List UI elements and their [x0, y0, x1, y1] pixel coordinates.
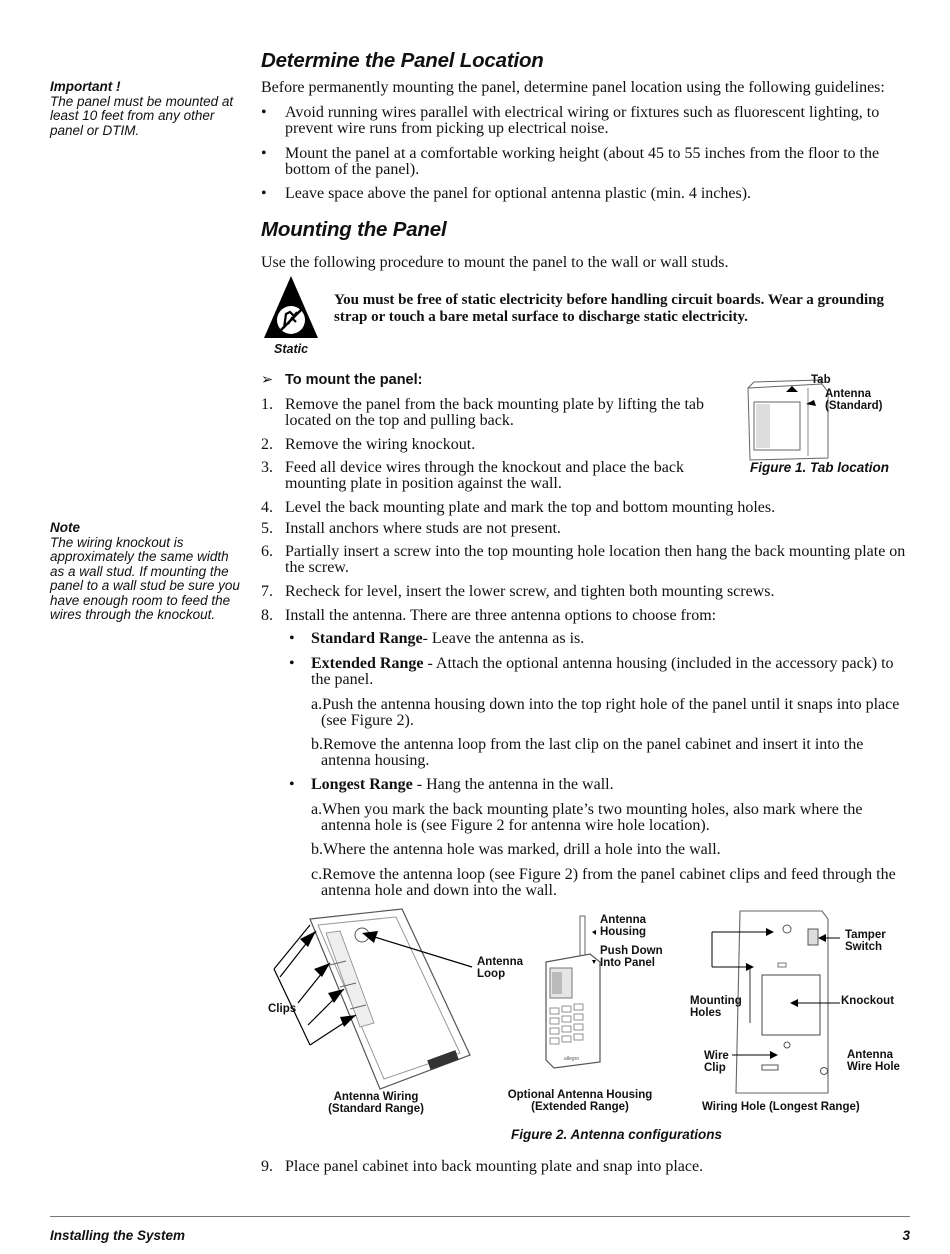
step-item [261, 544, 916, 576]
bullet-text: Mount the panel at a comfortable working height (about 45 to 55 inches from the floor to the bottom of the panel). [285, 145, 880, 178]
static-warning-icon [262, 274, 320, 340]
list-item: • Avoid running wires parallel with electrical wiring or fixtures such as fluorescent lighting, to prevent wire runs from picking up electrical noise. [261, 105, 911, 137]
step-text: Place panel cabinet into back mounting plate and snap into place. [285, 1158, 704, 1175]
step-text: Level the back mounting plate and mark the top and bottom mounting holes. [285, 499, 776, 516]
bullet-text: Leave space above the panel for optional antenna plastic (min. 4 inches). [285, 185, 752, 202]
step-number: 6. [261, 543, 273, 560]
label-line: Into Panel [600, 956, 655, 969]
procedure-title-text: To mount the panel: [285, 372, 423, 388]
option-standard-label: Standard Range [311, 630, 423, 647]
label-line: Antenna [477, 956, 523, 968]
step-text: Install anchors where studs are not present. [285, 520, 561, 537]
note-box [50, 521, 240, 623]
figure2-push-label [600, 946, 663, 969]
section2-intro: Use the following procedure to mount the panel to the wall or wall studs. [261, 254, 729, 271]
sub-step [311, 697, 911, 729]
arrow-right-icon: ➢ [261, 372, 274, 388]
step-number: 7. [261, 583, 273, 600]
option-standard: • Standard Range- Leave the antenna as is. [289, 630, 585, 647]
figure1-antenna-label [825, 389, 883, 412]
label-line: (Extended Range) [531, 1100, 629, 1113]
step-number: 9. [261, 1158, 273, 1175]
step-item [261, 500, 911, 516]
label-line: Mounting [690, 995, 742, 1007]
figure2-caption: Figure 2. Antenna configurations [511, 1127, 723, 1142]
label-line: Housing [600, 925, 646, 938]
label-line: Antenna [600, 914, 646, 926]
step-text: Remove the panel from the back mounting plate by lifting the tab located on the top and pulling back. [285, 396, 704, 429]
static-warning-text: You must be free of static electricity before handling circuit boards. Wear a grounding strap or touch a bare metal surface to discharge static electricity. [334, 292, 884, 325]
sub-step-text: c.Remove the antenna loop (see Figure 2) from the panel cabinet clips and feed through the antenna hole and down into the wall. [311, 866, 896, 899]
option-extended-label: Extended Range [311, 655, 424, 672]
figure2-middle-caption [500, 1090, 660, 1113]
section1-intro: Before permanently mounting the panel, determine panel location using the following guidelines: [261, 79, 885, 96]
figure2-left-caption [316, 1092, 436, 1115]
label-line: Antenna [847, 1049, 893, 1061]
figure2-clips-label: Clips [268, 1003, 297, 1015]
note-title: Note [50, 520, 80, 535]
figure1-tab-label: Tab [811, 374, 831, 386]
section-heading-location: Determine the Panel Location [261, 49, 544, 72]
label-line: Antenna [825, 388, 871, 400]
important-note [50, 80, 240, 138]
option-longest-label: Longest Range [311, 776, 413, 793]
label-line: Antenna Wiring [333, 1091, 419, 1103]
figure2-knockout-label: Knockout [841, 995, 895, 1007]
step-text: Remove the wiring knockout. [285, 436, 476, 453]
figure2-mounting-holes-label [690, 996, 742, 1019]
label-line: Switch [845, 940, 883, 953]
procedure-title [261, 372, 422, 388]
footer-section-title: Installing the System [50, 1228, 186, 1243]
step-item [261, 584, 911, 600]
label-line: Loop [477, 967, 506, 980]
option-longest-text: - Hang the antenna in the wall. [412, 776, 614, 793]
step-text: Recheck for level, insert the lower screw, and tighten both mounting screws. [285, 583, 775, 600]
footer-divider [50, 1216, 910, 1217]
label-line: (Standard) [825, 399, 883, 412]
bullet-text: Avoid running wires parallel with electrical wiring or fixtures such as fluorescent lighting, to prevent wire runs from picking up electrical noise. [285, 104, 880, 137]
step-number: 8. [261, 607, 273, 624]
pointer-arrows [588, 928, 598, 968]
static-label: Static [274, 342, 309, 356]
sub-step-text: a.Push the antenna housing down into the top right hole of the panel until it snaps into place (see Figure 2). [311, 696, 900, 729]
figure1-caption: Figure 1. Tab location [750, 460, 890, 475]
step-item [261, 437, 731, 453]
label-line: (Standard Range) [328, 1102, 424, 1115]
option-extended-text: - Attach the optional antenna housing (included in the accessory pack) to the panel. [311, 655, 894, 688]
sub-step-text: b.Where the antenna hole was marked, drill a hole into the wall. [311, 841, 721, 858]
page-number: 3 [902, 1228, 910, 1243]
option-extended: • Extended Range - Attach the optional antenna housing (included in the accessory pack) to the panel. [289, 655, 894, 688]
step-text: Install the antenna. There are three antenna options to choose from: [285, 607, 717, 624]
label-line: Holes [690, 1006, 722, 1019]
figure2-wire-clip-label [704, 1051, 729, 1074]
label-line: Wire Hole [847, 1060, 900, 1073]
figure2-antenna-loop-label [477, 957, 523, 980]
figure2-wire-hole-label [847, 1050, 900, 1073]
important-title: Important ! [50, 79, 121, 94]
list-item: • Mount the panel at a comfortable working height (about 45 to 55 inches from the floor to the bottom of the panel). [261, 146, 911, 178]
figure2-antenna-wiring-illustration [270, 905, 485, 1095]
sub-step [311, 737, 911, 769]
important-text: The panel must be mounted at least 10 feet from any other panel or DTIM. [50, 93, 234, 138]
section-heading-mounting: Mounting the Panel [261, 218, 447, 241]
step-text: Feed all device wires through the knockout and place the back mounting plate in position against the wall. [285, 459, 684, 492]
option-standard-text: - Leave the antenna as is. [422, 630, 585, 647]
label-line: Clip [704, 1061, 726, 1074]
step-number: 3. [261, 459, 273, 476]
step-item [261, 608, 911, 624]
step-number: 5. [261, 520, 273, 537]
list-item: • Leave space above the panel for optional antenna plastic (min. 4 inches). [261, 186, 911, 202]
figure2-housing-label [600, 915, 646, 938]
label-line: Push Down [600, 945, 663, 957]
label-line: Optional Antenna Housing [507, 1089, 653, 1101]
label-line: Tamper [845, 929, 886, 941]
figure2-right-caption: Wiring Hole (Longest Range) [702, 1101, 860, 1113]
note-text: The wiring knockout is approximately the same width as a wall stud. If mounting the panel to a wall stud be sure you have enough room to feed the wires through the knockout. [50, 534, 240, 622]
sub-step [311, 842, 911, 858]
brand-logo-text: allegro [564, 1056, 580, 1062]
sub-step [311, 802, 911, 834]
sub-step [311, 867, 911, 899]
option-longest: • Longest Range - Hang the antenna in the wall. [289, 776, 614, 793]
step-item [261, 1159, 911, 1175]
sub-step-text: a.When you mark the back mounting plate’s two mounting holes, also mark where the antenna hole is (see Figure 2 for antenna wire hole location). [311, 801, 863, 834]
step-item [261, 521, 911, 537]
figure2-tamper-label [845, 930, 886, 953]
label-line: Wire [704, 1050, 729, 1062]
step-number: 1. [261, 396, 273, 413]
step-text: Partially insert a screw into the top mounting hole location then hang the back mounting plate on the screw. [285, 543, 906, 576]
step-number: 2. [261, 436, 273, 453]
step-number: 4. [261, 499, 273, 516]
step-item [261, 460, 721, 492]
sub-step-text: b.Remove the antenna loop from the last clip on the panel cabinet and insert it into the antenna housing. [311, 736, 864, 769]
step-item [261, 397, 731, 429]
